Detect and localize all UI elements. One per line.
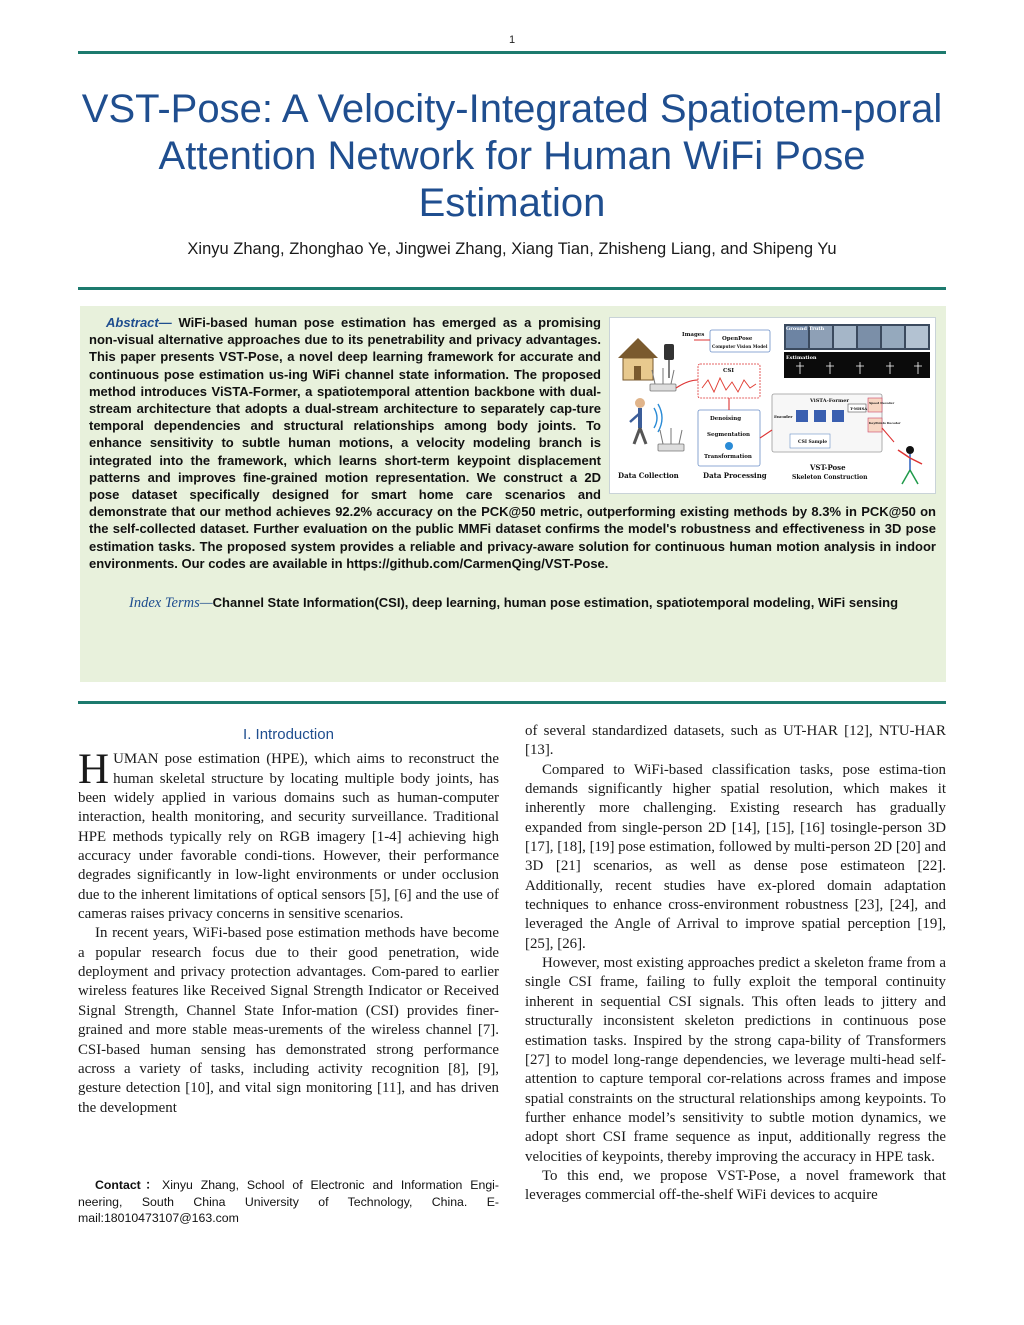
process-node [725, 442, 733, 450]
label-speed-decoder: Speed Decoder [869, 401, 895, 405]
header-rule [78, 51, 946, 54]
photo-thumb [834, 326, 856, 348]
skeleton-output [898, 446, 922, 484]
camera-icon [664, 344, 674, 378]
abstract-box [80, 306, 946, 682]
label-transformation: Transformation [704, 454, 752, 460]
index-terms [89, 594, 936, 612]
photo-thumb [858, 326, 880, 348]
block [796, 410, 808, 422]
wifi-signal-icon [654, 404, 662, 432]
label-segmentation: Segmentation [707, 432, 751, 438]
abstract-heading: Abstract— [106, 315, 172, 330]
label-encoder: Encoder [774, 414, 793, 419]
person-icon [630, 398, 646, 444]
arrow [882, 428, 894, 442]
intro-paragraph-3: of several standardized datasets, such as UT-HAR [12], NTU-HAR [13]. [525, 723, 946, 759]
framework-diagram [610, 318, 935, 493]
label-keypoints-decoder: KeyPoints Decoder [869, 421, 901, 425]
contact-text: Xinyu Zhang, School of Electronic and Information Engi-neering, South China University of Technology, China. E-mail:18010473107@163.com [78, 1178, 499, 1225]
label-vista-former: ViSTA-Former [810, 398, 850, 404]
index-terms-heading: Index Terms— [129, 595, 213, 612]
contact-footnote [78, 1177, 499, 1227]
label-cv-model: Computer Vision Model [712, 344, 768, 349]
intro-paragraph-1-text: UMAN pose estimation (HPE), which aims to reconstruct the human skeletal structure by locating multiple body joints, has been widely applied in various domains such as human-computer interaction, health monitoring, and security surveillance. Traditional HPE methods typically rely on RGB imagery [1-4] achieving high accuracy under favorable condi-tions. However, their performance degrades significantly in low-light environments or under occlusion due to the inherent limitations of optical sensors [5], [6] and the use of cameras raises privacy concerns in sensitive scenarios. [78, 751, 499, 923]
label-images: Images [682, 332, 705, 338]
intro-paragraph-5: However, most existing approaches predict a skeleton frame from a single CSI frame, failing to fully exploit the temporal continuity inherent in sequential CSI signals. This often leads to jittery and structurally inconsistent skeleton predictions in continuous pose estimation tasks. Inspired by the strong capa-bility of Transformers [27] to model long-range dependencies, we leverage multi-head self-attention to capture temporal cor-relations across frames and impose spatial constraints on the structural relationships among keypoints. To further enhance model’s sensitivity to subtle motion dynamics, we adopt short CSI frame sequence as input, additionally regress the velocities of keypoints, thereby improving the accuracy in HPE task. [525, 955, 946, 1165]
label-openpose: OpenPose [722, 336, 753, 342]
photo-thumb [906, 326, 928, 348]
router-icon-2 [658, 428, 684, 451]
label-csi-sample: CSI Sample [798, 440, 828, 445]
intro-paragraph-2: In recent years, WiFi-based pose estimation methods have become a popular research focus due to their good penetration, wide deployment and privacy protection advantages. Com-pared to earlier wireless features like Received Signal Strength Indicator or Received Signal Strength, Channel State Infor-mation (CSI) provides finer-grained and more stable meas-urements of the wireless channel [7]. CSI-based human sensing has demonstrated strong performance across a variety of tasks, including activity recognition [8], [9], gesture detection [10], and vital sign monitoring [11], and has driven the development [78, 925, 499, 1116]
abstract-top-rule [78, 287, 946, 290]
arrow [676, 380, 698, 388]
photo-thumb [882, 326, 904, 348]
abstract-text: WiFi-based human pose estimation has emerged as a promising non-visual alternative approaches due to its penetrability and privacy advantages. This paper presents VST-Pose, a novel deep learning framework for accurate and continuous pose estimation us-ing WiFi channel state information. The proposed method introduces ViSTA-Former, a spatiotemporal attention backbone with dual-stream architecture that adopts a dual-stream architecture to separately cap-ture temporal dependencies and structural relationships among body joints. To enhance sensitivity to subtle human motions, a velocity modeling branch is integrated into the framework, which learns short-term keypoint displacement patterns and improves fine-grained motion representation. We construct a 2D pose dataset specifically designed for smart home care scenarios and demonstrate that our method achieves 92.2% accuracy on the PCK@50 metric, outperforming existing methods by 8.3% in PCK@50 on the self-collected dataset. Further evaluation on the public MMFi dataset confirms the model's robustness and effectiveness in 3D pose estimation tasks. The proposed system provides a reliable and privacy-aware solution for continuous human motion analysis in indoor environments. Our codes are available in https://github.com/CarmenQing/VST-Pose. [89, 315, 936, 571]
label-skeleton-construction: Skeleton Construction [792, 474, 868, 481]
label-vst-pose: VST-Pose [810, 463, 846, 472]
dropcap: H [78, 746, 110, 794]
label-data-processing: Data Processing [703, 471, 767, 480]
left-column [78, 722, 499, 1118]
house-icon [618, 338, 658, 380]
intro-paragraph-4: Compared to WiFi-based classification tasks, pose estima-tion demands significantly higher spatial resolution, which makes it inherently more challenging. Existing research has gradually expanded from single-person 2D [14], [15], [16] tosingle-person 3D [17], [18], [19] pose estimation, followed by multi-person 2D [20] and 3D [21] scenarios, as well as dense pose estimateon [22]. Additionally, recent studies have ex-plored domain adaptation techniques to enhance cross-environment robustness [23], [24], and leveraged the Angle of Arrival to improve spatial perception [19], [25], [26]. [525, 761, 946, 952]
label-tmhsa: T-MHSA [850, 406, 868, 411]
label-csi: CSI [723, 368, 734, 374]
label-data-collection: Data Collection [618, 471, 679, 480]
label-ground-truth: Ground Truth [786, 326, 825, 332]
arrow [760, 430, 772, 438]
paper-title: VST-Pose: A Velocity-Integrated Spatiotem-poral Attention Network for Human WiFi Pose Estimation [81, 87, 943, 225]
section-heading: I. Introduction [243, 726, 334, 743]
intro-paragraph-1 [78, 746, 499, 924]
page-number: 1 [508, 34, 516, 46]
label-denoising: Denoising [710, 416, 742, 422]
intro-paragraph-6: To this end, we propose VST-Pose, a novel framework that leverages commercial off-the-shelf WiFi devices to acquire [525, 1167, 946, 1204]
right-column [525, 722, 946, 1206]
index-terms-text: Channel State Information(CSI), deep learning, human pose estimation, spatiotemporal modeling, WiFi sensing [212, 595, 899, 611]
author-list: Xinyu Zhang, Zhonghao Ye, Jingwei Zhang, Xiang Tian, Zhisheng Liang, and Shipeng Yu [187, 240, 837, 258]
block [814, 410, 826, 422]
block [832, 410, 844, 422]
contact-heading: Contact： [95, 1178, 163, 1192]
label-estimation: Estimation [786, 355, 817, 361]
overview-figure [609, 317, 936, 494]
body-top-rule [78, 701, 946, 704]
router-icon [650, 368, 676, 391]
